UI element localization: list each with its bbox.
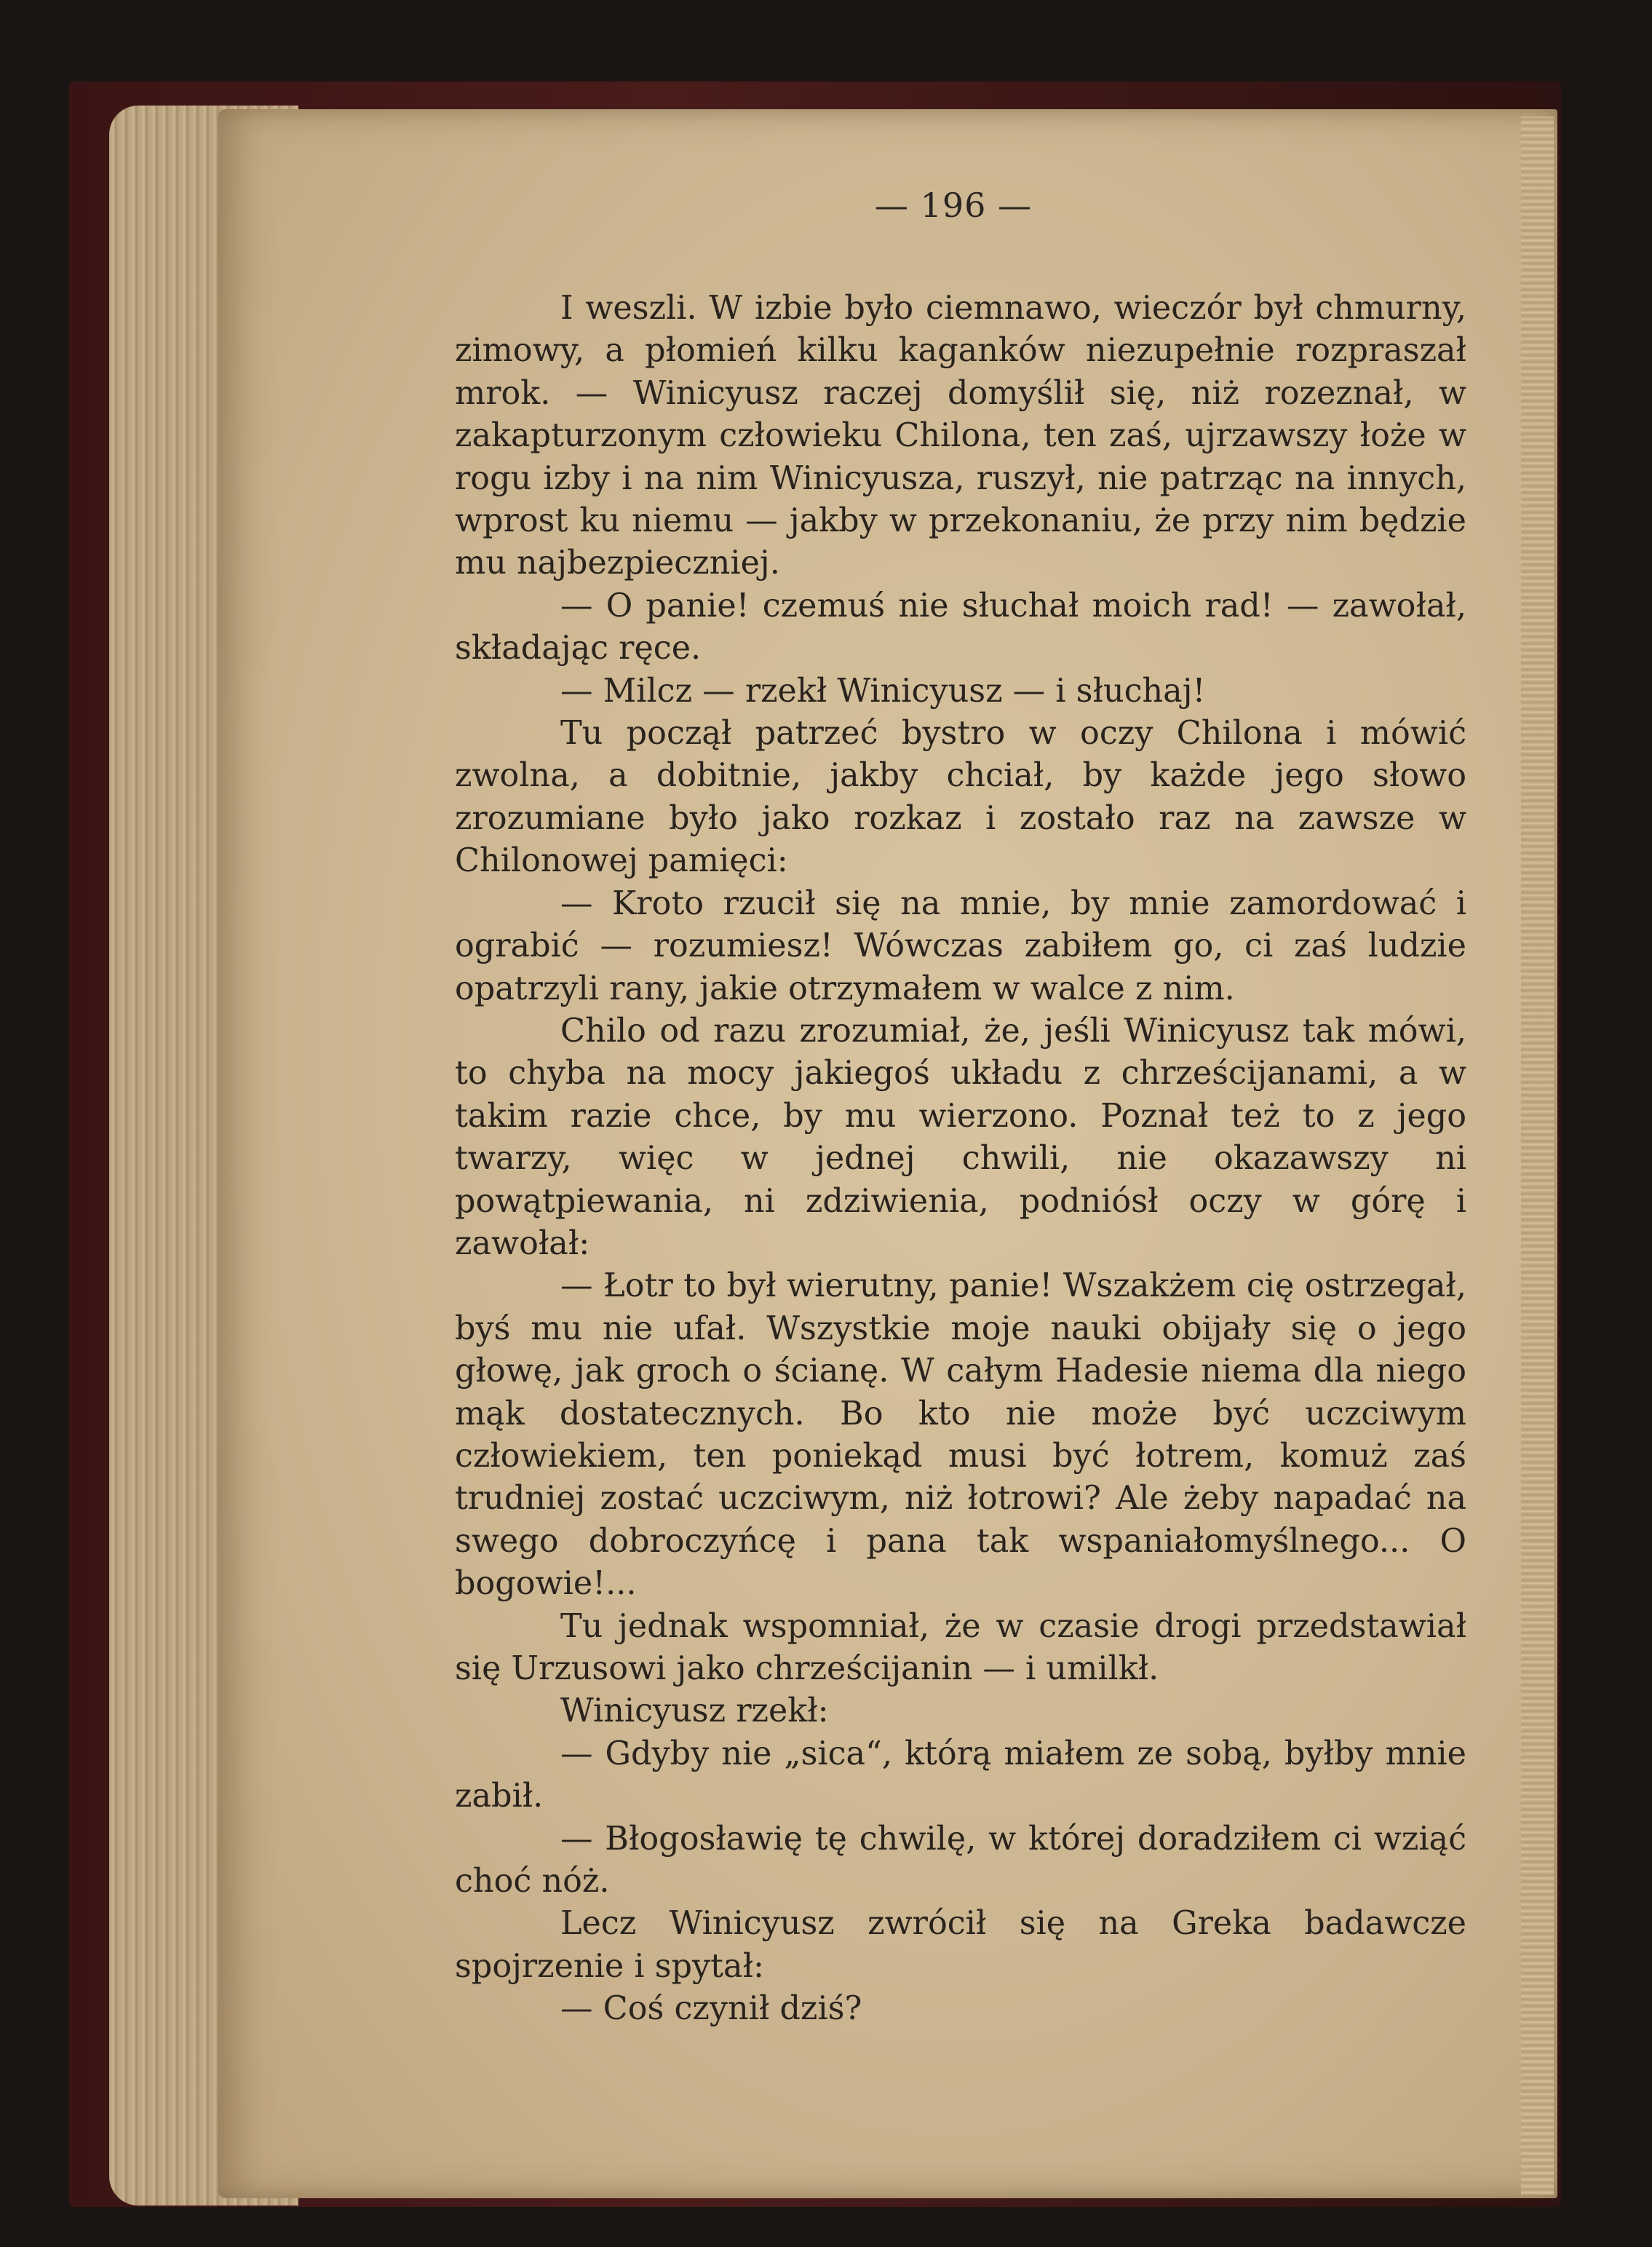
page-text bbox=[455, 288, 1466, 2031]
paragraph: Tu jednak wspomniał, że w czasie drogi przedstawiał się Urzusowi jako chrześcijanin — i umilkł. bbox=[455, 1607, 1466, 1687]
paragraph: Tu począł patrzeć bystro w oczy Chilona i mówić zwolna, a dobitnie, jakby chciał, by każde jego słowo zrozumiane było jako rozkaz i zostało raz na zawsze w Chilonowej pamięci: bbox=[455, 715, 1466, 880]
paragraph: — Coś czynił dziś? bbox=[560, 1990, 862, 2028]
paragraph: — Milcz — rzekł Winicyusz — i słuchaj! bbox=[560, 672, 1206, 710]
paragraph: Lecz Winicyusz zwrócił się na Greka badawcze spojrzenie i spytał: bbox=[455, 1905, 1466, 1985]
page-number: — 196 — bbox=[874, 186, 1033, 225]
paragraph: — Gdyby nie „sica“, którą miałem ze sobą, byłby mnie zabił. bbox=[455, 1735, 1466, 1815]
paragraph: — O panie! czemuś nie słuchał moich rad! — zawołał, składając ręce. bbox=[455, 587, 1466, 667]
paragraph: Chilo od razu zrozumiał, że, jeśli Winicyusz tak mówi, to chyba na mocy jakiegoś układu z chrześcijanami, a w takim razie chce, by mu wierzono. Poznał też to z jego twarzy, więc w jednej chwili, nie okazawszy ni powątpiewania, ni zdziwienia, podniósł oczy w górę i zawołał: bbox=[455, 1012, 1466, 1262]
paragraph: — Łotr to był wierutny, panie! Wszakżem cię ostrzegał, byś mu nie ufał. Wszystkie moje nauki obijały się o jego głowę, jak groch o ścianę. W całym Hadesie niema dla niego mąk dostatecznych. Bo kto nie może być uczciwym człowiekiem, ten poniekąd musi być łotrem, komuż zaś trudniej zostać uczciwym, niż łotrowi? Ale żeby napadać na swego dobroczyńcę i pana tak wspaniałomyślnego... O bogowie!... bbox=[455, 1267, 1466, 1603]
paragraph: Winicyusz rzekł: bbox=[560, 1692, 829, 1730]
paragraph: — Kroto rzucił się na mnie, by mnie zamordować i ograbić — rozumiesz! Wówczas zabiłem go, ci zaś ludzie opatrzyli rany, jakie otrzymałem w walce z nim. bbox=[455, 884, 1466, 1007]
paragraph: — Błogosławię tę chwilę, w której doradziłem ci wziąć choć nóż. bbox=[455, 1820, 1466, 1901]
page-edges-right bbox=[1521, 116, 1554, 2195]
paragraph: I weszli. W izbie było ciemnawo, wieczór był chmurny, zimowy, a płomień kilku kaganków niezupełnie rozpraszał mrok. — Winicyusz raczej domyślił się, niż rozeznał, w zakapturzonym człowieku Chilona, ten zaś, ujrzawszy łoże w rogu izby i na nim Winicyusza, ruszył, nie patrząc na innych, wprost ku niemu — jakby w przekonaniu, że przy nim będzie mu najbezpieczniej. bbox=[455, 290, 1466, 582]
